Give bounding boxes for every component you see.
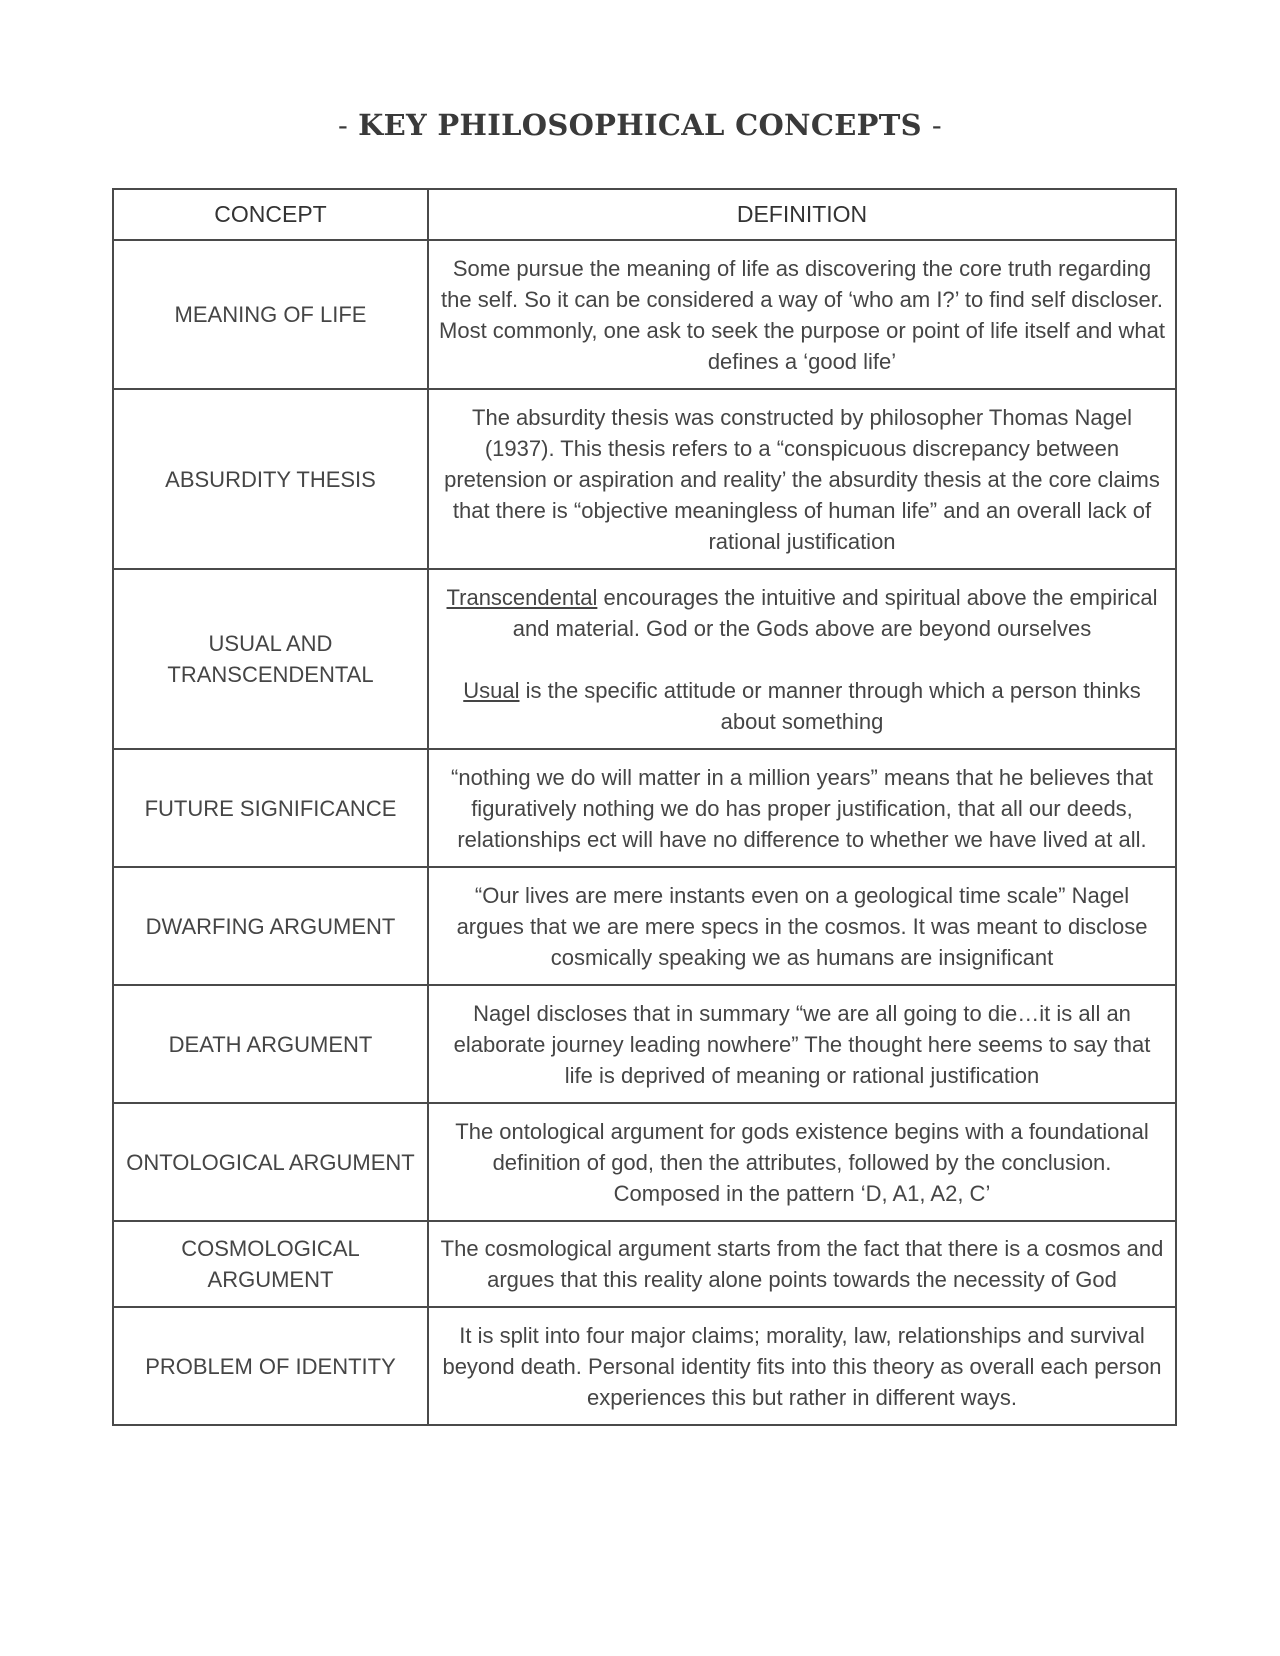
concept-line: TRANSCENDENTAL	[167, 662, 374, 687]
table-row	[113, 1221, 1176, 1307]
usual-text: is the specific attitude or manner through which a person thinks about something	[519, 677, 1141, 734]
concept-cell: ONTOLOGICAL ARGUMENT	[113, 1103, 428, 1221]
concept-cell: FUTURE SIGNIFICANCE	[113, 749, 428, 867]
definition-cell	[428, 569, 1176, 749]
definition-cell: Nagel discloses that in summary “we are all going to die…it is all an elaborate journey leading nowhere” The thought here seems to say that life is deprived of meaning or rational justification	[428, 985, 1176, 1103]
definition-cell: It is split into four major claims; morality, law, relationships and survival beyond death. Personal identity fits into this theory as overall each person experiences this but rather in different ways.	[428, 1307, 1176, 1425]
title-dash-left: -	[338, 108, 349, 142]
header-definition: DEFINITION	[428, 189, 1176, 240]
table-header-row	[113, 189, 1176, 240]
header-concept: CONCEPT	[113, 189, 428, 240]
concept-cell: COSMOLOGICAL ARGUMENT	[113, 1221, 428, 1307]
paragraph-gap	[439, 644, 1165, 675]
transcendental-paragraph	[447, 585, 1158, 641]
table-row	[113, 867, 1176, 985]
table-row	[113, 1103, 1176, 1221]
table-row	[113, 749, 1176, 867]
usual-term: Usual	[463, 677, 520, 703]
definition-cell: Some pursue the meaning of life as discovering the core truth regarding the self. So it can be considered a way of ‘who am I?’ to find self discloser. Most commonly, one ask to seek the purpose or point of life itself and what defines a ‘good life’	[428, 240, 1176, 389]
title-dash-right: -	[931, 108, 942, 142]
concept-cell	[113, 569, 428, 749]
concept-cell: ABSURDITY THESIS	[113, 389, 428, 569]
transcendental-text: encourages the intuitive and spiritual above the empirical and material. God or the Gods above are beyond ourselves	[512, 584, 1158, 641]
table-row	[113, 389, 1176, 569]
table-row	[113, 569, 1176, 749]
definition-cell: The ontological argument for gods existence begins with a foundational definition of god, then the attributes, followed by the conclusion. Composed in the pattern ‘D, A1, A2, C’	[428, 1103, 1176, 1221]
usual-paragraph	[463, 678, 1140, 734]
concept-cell: DEATH ARGUMENT	[113, 985, 428, 1103]
definition-cell: The cosmological argument starts from the fact that there is a cosmos and argues that this reality alone points towards the necessity of God	[428, 1221, 1176, 1307]
page-title-text: KEY PHILOSOPHICAL CONCEPTS	[358, 108, 922, 142]
definition-cell: “nothing we do will matter in a million years” means that he believes that figuratively nothing we do has proper justification, that all our deeds, relationships ect will have no difference to whether we have lived at all.	[428, 749, 1176, 867]
definition-cell: The absurdity thesis was constructed by philosopher Thomas Nagel (1937). This thesis refers to a “conspicuous discrepancy between pretension or aspiration and reality’ the absurdity thesis at the core claims that there is “objective meaningless of human life” and an overall lack of rational justification	[428, 389, 1176, 569]
concepts-table	[112, 188, 1177, 1426]
table-row	[113, 985, 1176, 1103]
definition-cell: “Our lives are mere instants even on a geological time scale” Nagel argues that we are mere specs in the cosmos. It was meant to disclose cosmically speaking we as humans are insignificant	[428, 867, 1176, 985]
transcendental-term: Transcendental	[446, 584, 598, 610]
table-row	[113, 240, 1176, 389]
concept-cell: PROBLEM OF IDENTITY	[113, 1307, 428, 1425]
concept-cell: MEANING OF LIFE	[113, 240, 428, 389]
concept-cell: DWARFING ARGUMENT	[113, 867, 428, 985]
table-row	[113, 1307, 1176, 1425]
concept-line: USUAL AND	[208, 631, 333, 656]
page-title	[0, 108, 1280, 142]
